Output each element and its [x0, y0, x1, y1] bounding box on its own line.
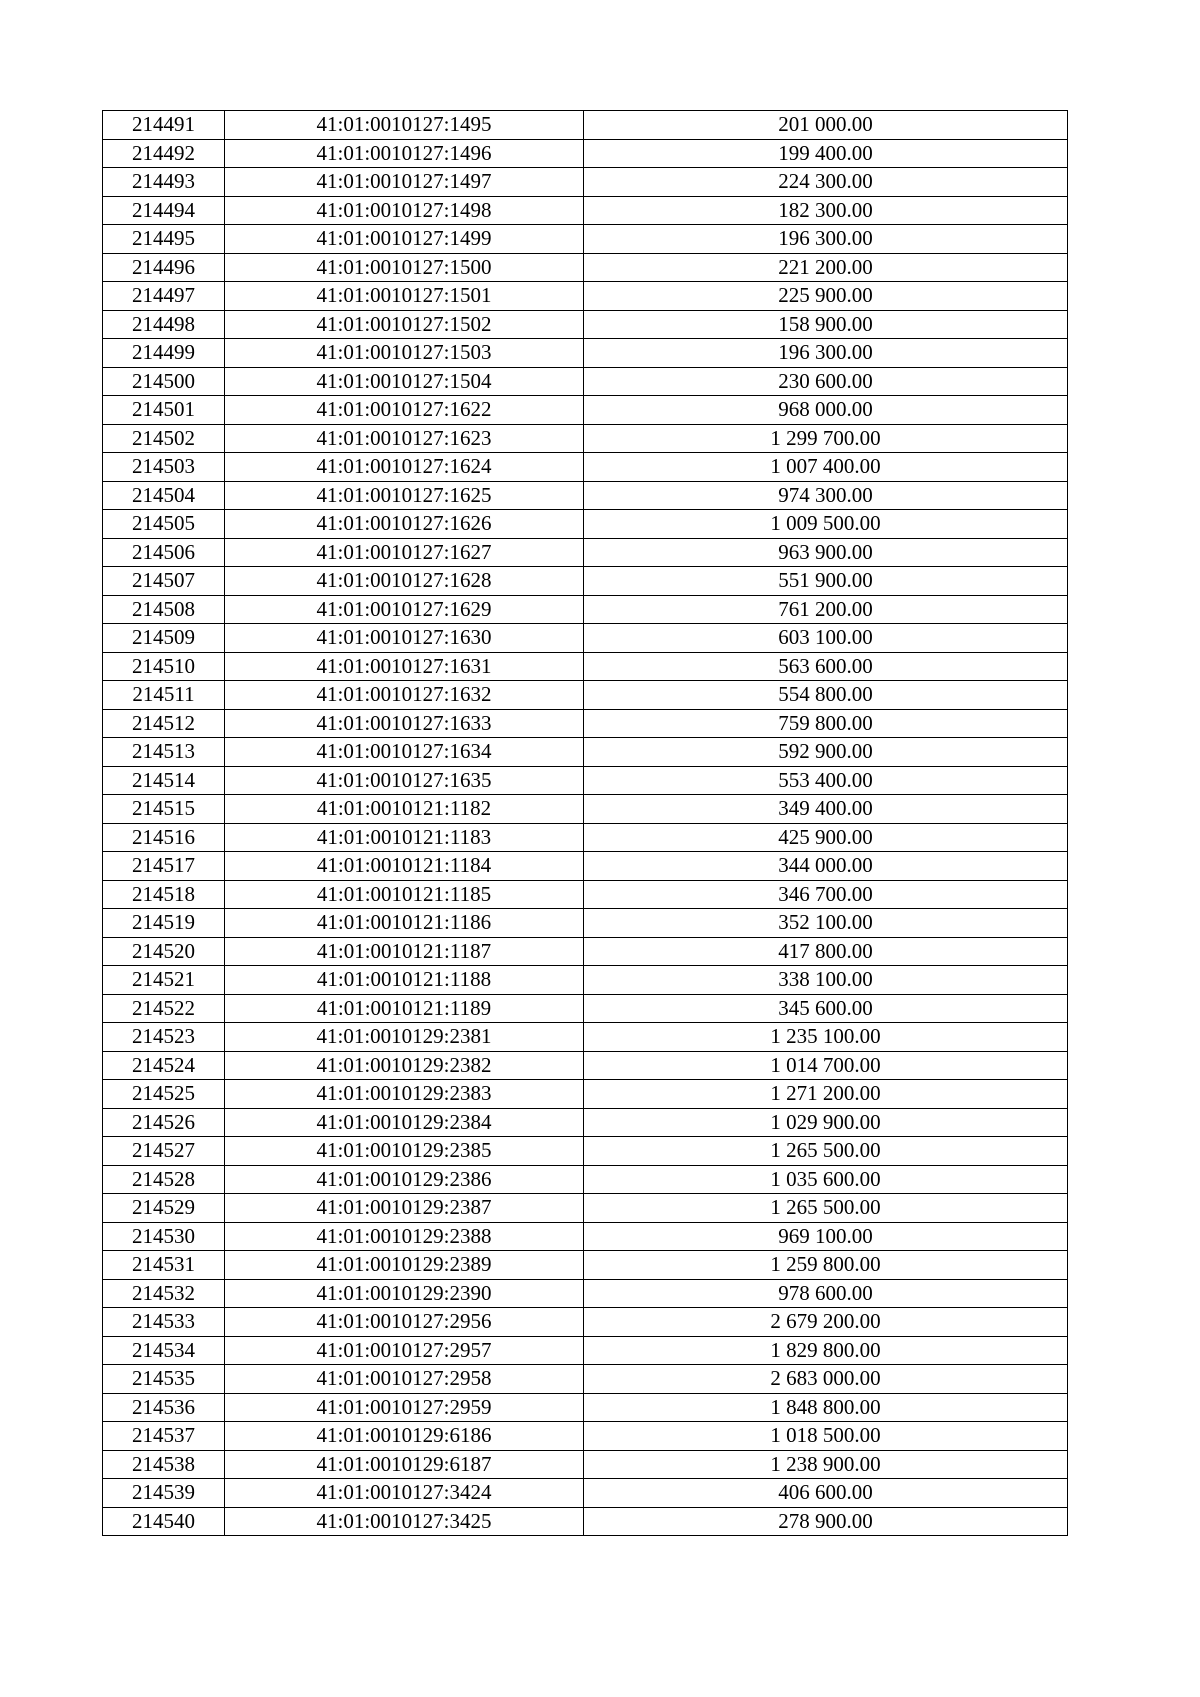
row-number-cell: 214491: [103, 111, 225, 140]
table-row: [103, 1507, 1068, 1536]
table-row: [103, 567, 1068, 596]
cadastral-value-cell: 182 300.00: [584, 196, 1068, 225]
table-row: [103, 795, 1068, 824]
row-number-cell: 214496: [103, 253, 225, 282]
table-row: [103, 852, 1068, 881]
row-number-cell: 214539: [103, 1479, 225, 1508]
table-row: [103, 282, 1068, 311]
table-row: [103, 196, 1068, 225]
cadastral-value-cell: 969 100.00: [584, 1222, 1068, 1251]
row-number-cell: 214526: [103, 1108, 225, 1137]
cadastral-value-cell: 1 271 200.00: [584, 1080, 1068, 1109]
table-row: [103, 111, 1068, 140]
cadastral-value-cell: 551 900.00: [584, 567, 1068, 596]
cadastral-number-cell: 41:01:0010129:6187: [225, 1450, 584, 1479]
row-number-cell: 214509: [103, 624, 225, 653]
table-row: [103, 738, 1068, 767]
row-number-cell: 214508: [103, 595, 225, 624]
table-row: [103, 453, 1068, 482]
row-number-cell: 214524: [103, 1051, 225, 1080]
table-row: [103, 681, 1068, 710]
row-number-cell: 214506: [103, 538, 225, 567]
row-number-cell: 214535: [103, 1365, 225, 1394]
cadastral-value-cell: 278 900.00: [584, 1507, 1068, 1536]
cadastral-value-cell: 201 000.00: [584, 111, 1068, 140]
row-number-cell: 214497: [103, 282, 225, 311]
table-row: [103, 538, 1068, 567]
row-number-cell: 214538: [103, 1450, 225, 1479]
row-number-cell: 214520: [103, 937, 225, 966]
table-row: [103, 339, 1068, 368]
cadastral-number-cell: 41:01:0010127:1502: [225, 310, 584, 339]
row-number-cell: 214528: [103, 1165, 225, 1194]
cadastral-value-cell: 221 200.00: [584, 253, 1068, 282]
table-row: [103, 1051, 1068, 1080]
cadastral-value-table: [102, 110, 1068, 1536]
cadastral-value-cell: 346 700.00: [584, 880, 1068, 909]
cadastral-value-cell: 974 300.00: [584, 481, 1068, 510]
cadastral-value-cell: 349 400.00: [584, 795, 1068, 824]
row-number-cell: 214519: [103, 909, 225, 938]
cadastral-value-cell: 761 200.00: [584, 595, 1068, 624]
cadastral-value-cell: 1 009 500.00: [584, 510, 1068, 539]
table-row: [103, 624, 1068, 653]
row-number-cell: 214501: [103, 396, 225, 425]
row-number-cell: 214495: [103, 225, 225, 254]
row-number-cell: 214521: [103, 966, 225, 995]
cadastral-value-cell: 553 400.00: [584, 766, 1068, 795]
cadastral-number-cell: 41:01:0010121:1183: [225, 823, 584, 852]
table-row: [103, 396, 1068, 425]
cadastral-number-cell: 41:01:0010127:1627: [225, 538, 584, 567]
table-row: [103, 595, 1068, 624]
table-row: [103, 1165, 1068, 1194]
cadastral-number-cell: 41:01:0010127:1625: [225, 481, 584, 510]
cadastral-value-cell: 2 683 000.00: [584, 1365, 1068, 1394]
row-number-cell: 214500: [103, 367, 225, 396]
table-row: [103, 1308, 1068, 1337]
table-row: [103, 1108, 1068, 1137]
cadastral-value-cell: 199 400.00: [584, 139, 1068, 168]
row-number-cell: 214503: [103, 453, 225, 482]
cadastral-number-cell: 41:01:0010127:1622: [225, 396, 584, 425]
cadastral-value-cell: 425 900.00: [584, 823, 1068, 852]
table-row: [103, 310, 1068, 339]
cadastral-number-cell: 41:01:0010121:1182: [225, 795, 584, 824]
table-row: [103, 1336, 1068, 1365]
cadastral-value-cell: 345 600.00: [584, 994, 1068, 1023]
cadastral-number-cell: 41:01:0010127:1497: [225, 168, 584, 197]
row-number-cell: 214505: [103, 510, 225, 539]
row-number-cell: 214511: [103, 681, 225, 710]
row-number-cell: 214527: [103, 1137, 225, 1166]
cadastral-number-cell: 41:01:0010129:2384: [225, 1108, 584, 1137]
cadastral-number-cell: 41:01:0010127:1635: [225, 766, 584, 795]
cadastral-number-cell: 41:01:0010127:1633: [225, 709, 584, 738]
row-number-cell: 214507: [103, 567, 225, 596]
table-row: [103, 1222, 1068, 1251]
cadastral-number-cell: 41:01:0010127:3424: [225, 1479, 584, 1508]
row-number-cell: 214502: [103, 424, 225, 453]
cadastral-value-cell: 2 679 200.00: [584, 1308, 1068, 1337]
cadastral-value-cell: 344 000.00: [584, 852, 1068, 881]
cadastral-value-cell: 759 800.00: [584, 709, 1068, 738]
cadastral-number-cell: 41:01:0010127:2959: [225, 1393, 584, 1422]
table-row: [103, 168, 1068, 197]
cadastral-number-cell: 41:01:0010127:1501: [225, 282, 584, 311]
table-row: [103, 709, 1068, 738]
cadastral-value-cell: 406 600.00: [584, 1479, 1068, 1508]
table-row: [103, 253, 1068, 282]
cadastral-value-cell: 1 238 900.00: [584, 1450, 1068, 1479]
table-row: [103, 367, 1068, 396]
table-row: [103, 1023, 1068, 1052]
cadastral-number-cell: 41:01:0010127:2956: [225, 1308, 584, 1337]
cadastral-value-cell: 968 000.00: [584, 396, 1068, 425]
table-row: [103, 937, 1068, 966]
cadastral-value-cell: 417 800.00: [584, 937, 1068, 966]
row-number-cell: 214499: [103, 339, 225, 368]
row-number-cell: 214533: [103, 1308, 225, 1337]
cadastral-number-cell: 41:01:0010127:1495: [225, 111, 584, 140]
row-number-cell: 214504: [103, 481, 225, 510]
row-number-cell: 214492: [103, 139, 225, 168]
cadastral-number-cell: 41:01:0010127:3425: [225, 1507, 584, 1536]
row-number-cell: 214522: [103, 994, 225, 1023]
cadastral-number-cell: 41:01:0010127:1496: [225, 139, 584, 168]
table-row: [103, 510, 1068, 539]
row-number-cell: 214518: [103, 880, 225, 909]
cadastral-number-cell: 41:01:0010127:1632: [225, 681, 584, 710]
cadastral-value-cell: 1 018 500.00: [584, 1422, 1068, 1451]
cadastral-value-cell: 978 600.00: [584, 1279, 1068, 1308]
cadastral-number-cell: 41:01:0010127:1634: [225, 738, 584, 767]
cadastral-number-cell: 41:01:0010121:1188: [225, 966, 584, 995]
cadastral-number-cell: 41:01:0010129:2382: [225, 1051, 584, 1080]
cadastral-value-cell: 603 100.00: [584, 624, 1068, 653]
cadastral-number-cell: 41:01:0010121:1185: [225, 880, 584, 909]
cadastral-number-cell: 41:01:0010129:2390: [225, 1279, 584, 1308]
cadastral-value-cell: 1 035 600.00: [584, 1165, 1068, 1194]
cadastral-number-cell: 41:01:0010127:1500: [225, 253, 584, 282]
cadastral-value-cell: 1 029 900.00: [584, 1108, 1068, 1137]
cadastral-number-cell: 41:01:0010127:1623: [225, 424, 584, 453]
row-number-cell: 214530: [103, 1222, 225, 1251]
cadastral-value-cell: 158 900.00: [584, 310, 1068, 339]
table-row: [103, 225, 1068, 254]
cadastral-number-cell: 41:01:0010127:1624: [225, 453, 584, 482]
table-row: [103, 1251, 1068, 1280]
row-number-cell: 214510: [103, 652, 225, 681]
table-row: [103, 1137, 1068, 1166]
cadastral-value-cell: 1 265 500.00: [584, 1194, 1068, 1223]
row-number-cell: 214536: [103, 1393, 225, 1422]
cadastral-value-cell: 1 265 500.00: [584, 1137, 1068, 1166]
table-row: [103, 1450, 1068, 1479]
table-row: [103, 823, 1068, 852]
table-row: [103, 424, 1068, 453]
table-row: [103, 481, 1068, 510]
row-number-cell: 214493: [103, 168, 225, 197]
cadastral-number-cell: 41:01:0010129:6186: [225, 1422, 584, 1451]
cadastral-number-cell: 41:01:0010129:2386: [225, 1165, 584, 1194]
row-number-cell: 214529: [103, 1194, 225, 1223]
row-number-cell: 214531: [103, 1251, 225, 1280]
cadastral-value-cell: 592 900.00: [584, 738, 1068, 767]
cadastral-number-cell: 41:01:0010127:1626: [225, 510, 584, 539]
cadastral-number-cell: 41:01:0010129:2383: [225, 1080, 584, 1109]
table-row: [103, 1194, 1068, 1223]
cadastral-value-cell: 225 900.00: [584, 282, 1068, 311]
cadastral-value-cell: 1 014 700.00: [584, 1051, 1068, 1080]
cadastral-value-cell: 1 848 800.00: [584, 1393, 1068, 1422]
table-row: [103, 139, 1068, 168]
row-number-cell: 214540: [103, 1507, 225, 1536]
table-row: [103, 1279, 1068, 1308]
row-number-cell: 214516: [103, 823, 225, 852]
cadastral-number-cell: 41:01:0010127:1498: [225, 196, 584, 225]
row-number-cell: 214498: [103, 310, 225, 339]
row-number-cell: 214532: [103, 1279, 225, 1308]
table-row: [103, 766, 1068, 795]
table-row: [103, 1422, 1068, 1451]
cadastral-number-cell: 41:01:0010129:2387: [225, 1194, 584, 1223]
row-number-cell: 214517: [103, 852, 225, 881]
row-number-cell: 214494: [103, 196, 225, 225]
cadastral-value-cell: 963 900.00: [584, 538, 1068, 567]
cadastral-number-cell: 41:01:0010127:1629: [225, 595, 584, 624]
row-number-cell: 214523: [103, 1023, 225, 1052]
row-number-cell: 214525: [103, 1080, 225, 1109]
cadastral-number-cell: 41:01:0010127:1630: [225, 624, 584, 653]
cadastral-value-cell: 196 300.00: [584, 339, 1068, 368]
cadastral-value-cell: 196 300.00: [584, 225, 1068, 254]
table-row: [103, 880, 1068, 909]
cadastral-number-cell: 41:01:0010121:1187: [225, 937, 584, 966]
cadastral-value-cell: 1 007 400.00: [584, 453, 1068, 482]
table-row: [103, 994, 1068, 1023]
cadastral-value-cell: 338 100.00: [584, 966, 1068, 995]
cadastral-number-cell: 41:01:0010127:2958: [225, 1365, 584, 1394]
cadastral-value-cell: 1 259 800.00: [584, 1251, 1068, 1280]
cadastral-number-cell: 41:01:0010121:1189: [225, 994, 584, 1023]
cadastral-value-cell: 563 600.00: [584, 652, 1068, 681]
table-row: [103, 1393, 1068, 1422]
row-number-cell: 214537: [103, 1422, 225, 1451]
table-row: [103, 1479, 1068, 1508]
row-number-cell: 214515: [103, 795, 225, 824]
cadastral-number-cell: 41:01:0010127:1499: [225, 225, 584, 254]
cadastral-number-cell: 41:01:0010121:1184: [225, 852, 584, 881]
cadastral-number-cell: 41:01:0010129:2389: [225, 1251, 584, 1280]
cadastral-value-cell: 1 235 100.00: [584, 1023, 1068, 1052]
cadastral-value-cell: 352 100.00: [584, 909, 1068, 938]
cadastral-value-cell: 230 600.00: [584, 367, 1068, 396]
cadastral-number-cell: 41:01:0010121:1186: [225, 909, 584, 938]
cadastral-number-cell: 41:01:0010127:2957: [225, 1336, 584, 1365]
row-number-cell: 214534: [103, 1336, 225, 1365]
table-body: [103, 111, 1068, 1536]
row-number-cell: 214513: [103, 738, 225, 767]
table-row: [103, 652, 1068, 681]
table-row: [103, 909, 1068, 938]
table-row: [103, 1365, 1068, 1394]
table-row: [103, 1080, 1068, 1109]
cadastral-number-cell: 41:01:0010129:2388: [225, 1222, 584, 1251]
table-row: [103, 966, 1068, 995]
cadastral-number-cell: 41:01:0010127:1503: [225, 339, 584, 368]
cadastral-number-cell: 41:01:0010129:2381: [225, 1023, 584, 1052]
cadastral-value-cell: 224 300.00: [584, 168, 1068, 197]
cadastral-value-cell: 1 829 800.00: [584, 1336, 1068, 1365]
cadastral-number-cell: 41:01:0010129:2385: [225, 1137, 584, 1166]
row-number-cell: 214512: [103, 709, 225, 738]
cadastral-value-cell: 554 800.00: [584, 681, 1068, 710]
row-number-cell: 214514: [103, 766, 225, 795]
cadastral-number-cell: 41:01:0010127:1504: [225, 367, 584, 396]
cadastral-value-cell: 1 299 700.00: [584, 424, 1068, 453]
cadastral-number-cell: 41:01:0010127:1631: [225, 652, 584, 681]
cadastral-number-cell: 41:01:0010127:1628: [225, 567, 584, 596]
